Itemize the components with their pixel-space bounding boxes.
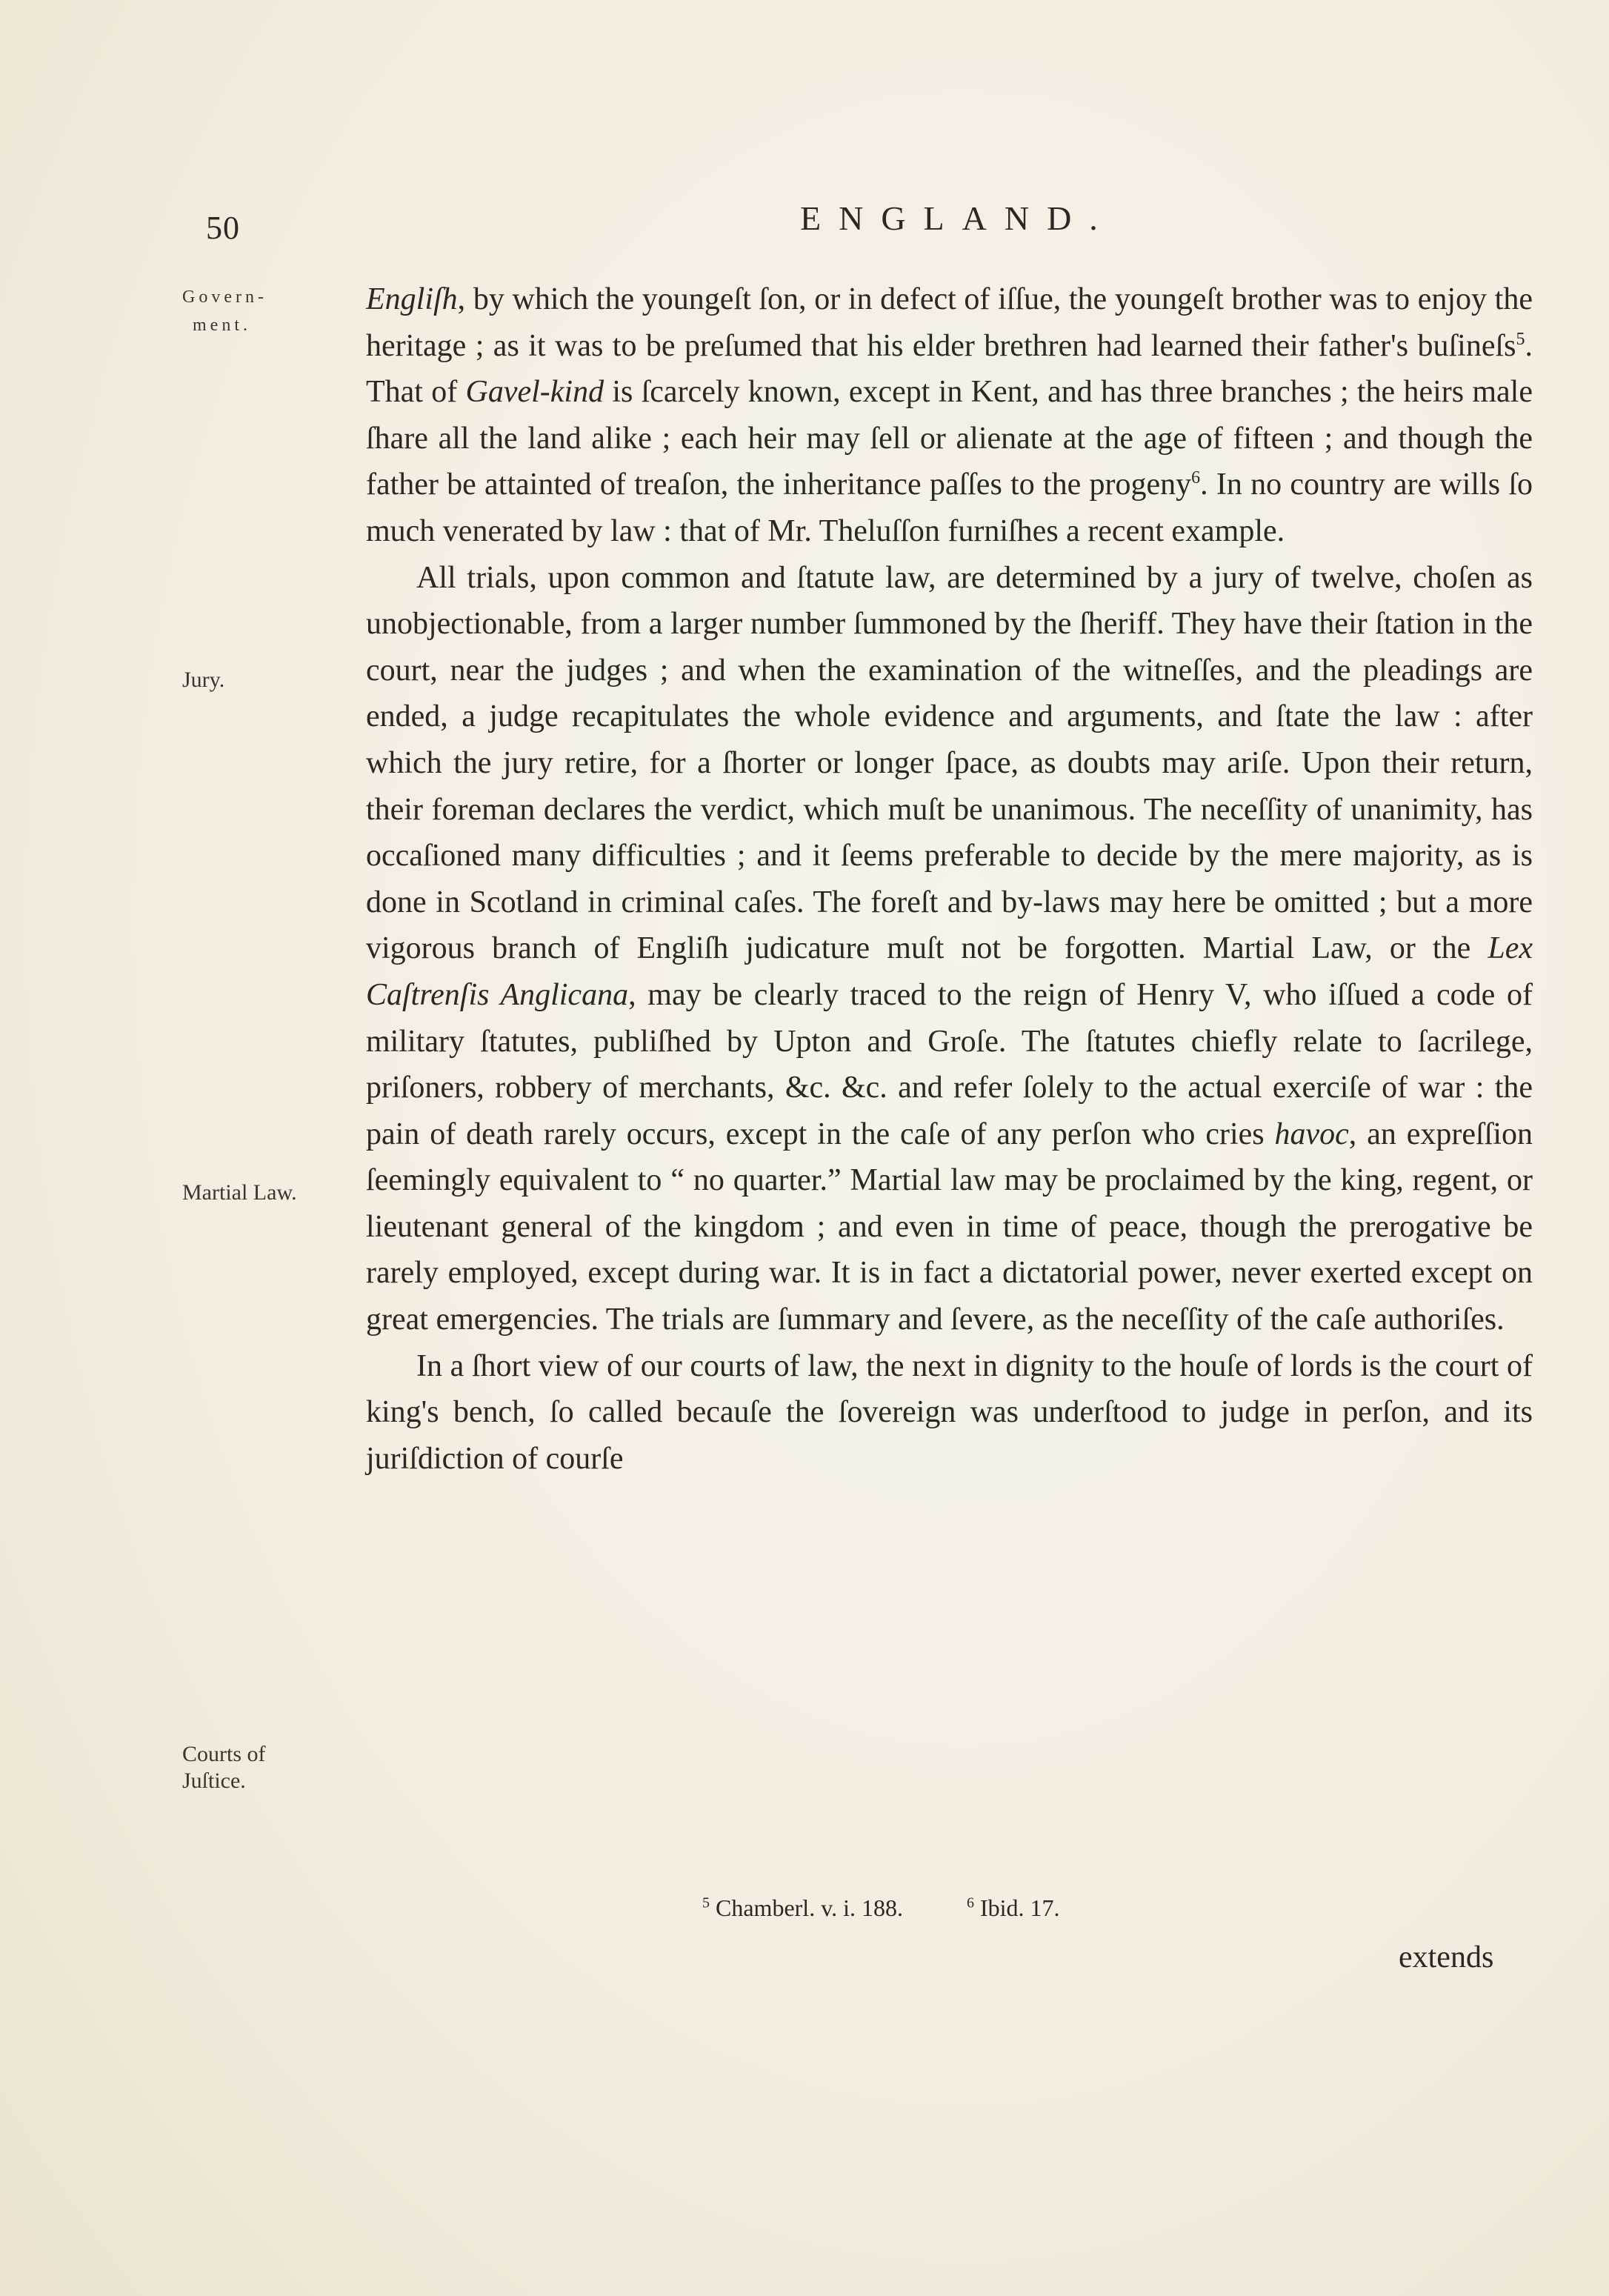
italic-english: Engliſh xyxy=(366,282,458,316)
footnote-ref-5: 5 xyxy=(1516,329,1525,349)
footnote-5-mark: 5 xyxy=(702,1894,710,1911)
paragraph-jury: All trials, upon common and ſtatute law, are determined by a jury of twelve, choſen as unobjectionable, from a larger number ſummoned by the ſheriff. They have their ſtation in the court, near the judges ; and when the examination of the witneſſes, and the pleadings are ended, a judge recapitulates the whole evidence and arguments, and ſtate the law : after which the jury retire, for a ſhorter or longer ſpace, as doubts may ariſe. Upon their return, their foreman declares the verdict, which muſt be unanimous. The neceſſity of unanimity, has occaſioned many difficulties ; and it ſeems preferable to decide by the mere majority, as is done in Scotland in criminal caſes. The foreſt and by-laws may here be omitted ; but a more vigorous branch of Engliſh judicature muſt not be forgotten. Martial Law, or the Lex Caſtrenſis Anglicana, may be clearly traced to the reign of Henry V, who iſſued a code of military ſtatutes, publiſhed by Upton and Groſe. The ſtatutes chiefly relate to ſacrilege, priſoners, robbery of merchants, &c. &c. and refer ſolely to the actual exerciſe of war : the pain of death rarely occurs, except in the caſe of any perſon who cries havoc, an expreſſion ſeemingly equivalent to “ no quarter.” Martial law may be proclaimed by the king, regent, or lieutenant general of the kingdom ; and even in time of peace, though the prerogative be rarely employed, except during war. It is in fact a dictatorial power, never exerted except on great emergencies. The trials are ſummary and ſevere, as the neceſſity of the caſe authoriſes. xyxy=(366,560,1533,1337)
footnotes xyxy=(702,1894,1060,1922)
paragraph-courts: In a ſhort view of our courts of law, the next in dignity to the houſe of lords is the court of king's bench, ſo called becauſe the ſovereign was underſtood to judge in perſon, and its juriſdiction of courſe xyxy=(366,1348,1533,1476)
margin-note-jury: Jury. xyxy=(182,668,225,692)
paragraph-inheritance: Engliſh, by which the youngeſt ſon, or in defect of iſſue, the youngeſt brother was to enjoy the heritage ; as it was to be preſumed that his elder brethren had learned their father's buſineſs$^5$. That of Gavel-kind is ſcarcely known, except in Kent, and has three branches ; the heirs male ſhare all the land alike ; each heir may ſell or alienate at the age of fifteen ; and though the father be attainted of treaſon, the inheritance paſſes to the progeny$^6$. In no country are wills ſo much venerated by law : that of Mr. Theluſſon furniſhes a recent example. xyxy=(366,282,1533,548)
margin-note-courts-line2: Juſtice. xyxy=(182,1768,246,1793)
margin-note-martial-law: Martial Law. xyxy=(182,1180,297,1205)
footnote-6-text: Ibid. 17. xyxy=(980,1894,1060,1921)
margin-note-courts-line1: Courts of xyxy=(182,1742,266,1766)
margin-note-government-line1: Govern- xyxy=(182,287,267,307)
margin-note-government xyxy=(182,283,338,339)
page-number: 50 xyxy=(206,210,240,246)
footnote-ref-6: 6 xyxy=(1191,468,1201,488)
italic-lex-castrensis: Lex Caſtrenſis Anglicana xyxy=(366,931,1533,1012)
margin-note-government-line2: ment. xyxy=(193,316,251,335)
catchword: extends xyxy=(1399,1940,1494,1974)
italic-havoc: havoc xyxy=(1274,1117,1349,1151)
italic-gavel-kind: Gavel-kind xyxy=(465,375,604,410)
running-head: ENGLAND. xyxy=(800,199,1116,237)
footnote-6-mark: 6 xyxy=(967,1894,974,1911)
body-text xyxy=(366,276,1533,1482)
footnote-5-text: Chamberl. v. i. 188. xyxy=(716,1894,903,1921)
margin-note-courts xyxy=(182,1741,338,1794)
